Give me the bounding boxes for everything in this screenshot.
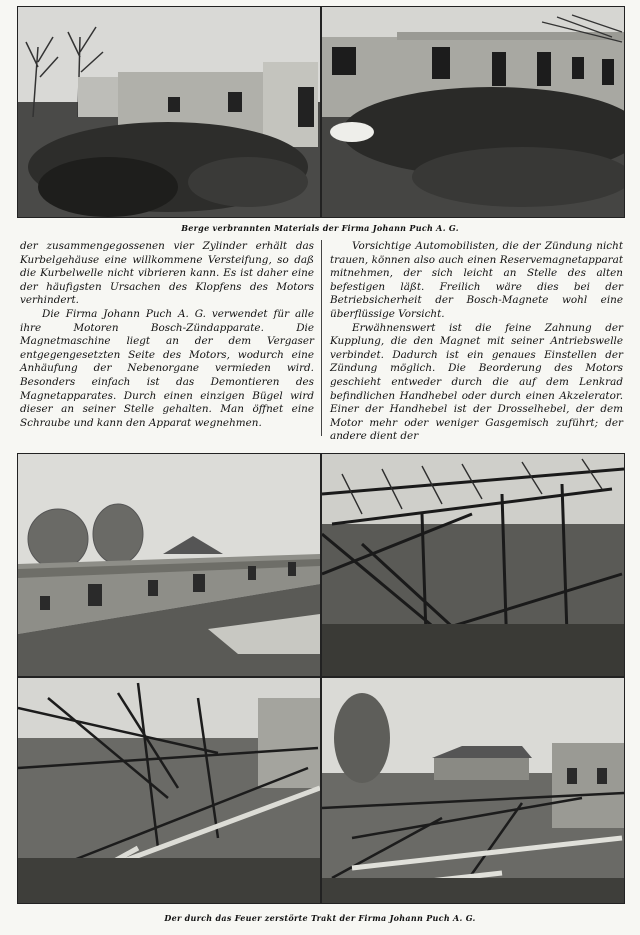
paragraph: Erwähnenswert ist die feine Zahnung der Kupplung, die den Magnet mit seiner Antriebswelle verbindet. Dadurch ist ein genaues Einstellen der Zündung möglich. Die Beorderung des Motors geschieht entweder durch die auf dem Lenkrad befindlichen Handhebel oder durch einen Akzelerator. Einer der Handhebel ist der Drosselhebel, der dem Motor mehr oder weniger Gasgemisch zuführt; der andere dient der: [330, 321, 623, 443]
photo-collapsed-hall: [17, 677, 321, 904]
photo-burnt-building-exterior: [17, 453, 321, 677]
paragraph: Die Firma Johann Puch A. G. verwendet für alle ihre Motoren Bosch-Zündapparate. Die Magnetmaschine liegt an der dem Vergaser entgegengesetzten Seite des Motors, wodurch eine Anhäufung der Nebenorgane vermieden wird. Besonders einfach ist das Demontieren des Magnetapparates. Durch einen einzigen Bügel wird dieser an seiner Stelle gehalten. Man öffnet eine Schraube und kann den Apparat wegnehmen.: [20, 307, 314, 429]
column-divider: [321, 240, 322, 436]
paragraph: der zusammengegossenen vier Zylinder erhält das Kurbelgehäuse eine willkommene Versteifung, so daß die Kurbelwelle nicht vibrieren kann. Es ist daher eine der häufigsten Ursachen des Klopfens des Motors verhindert.: [20, 240, 314, 307]
photo-burnt-roof-interior: [321, 453, 625, 677]
caption-bottom: Der durch das Feuer zerstörte Trakt der Firma Johann Puch A. G.: [164, 913, 476, 923]
photo-burnt-material-right: [321, 6, 625, 218]
paragraph: Vorsichtige Automobilisten, die der Zündung nicht trauen, können also auch einen Reservemagnetapparat mitnehmen, der sich leicht an Stelle des alten befestigen läßt. Freilich wäre dies bei der Betriebsicherheit der Bosch-Magnete wohl eine überflüssige Vorsicht.: [330, 240, 623, 320]
text-column-right: [330, 240, 623, 444]
photo-burnt-material-left: [17, 6, 321, 218]
caption-top: Berge verbrannten Materials der Firma Johann Puch A. G.: [181, 223, 459, 233]
text-column-left: [20, 240, 314, 430]
photo-burnt-yard: [321, 677, 625, 904]
